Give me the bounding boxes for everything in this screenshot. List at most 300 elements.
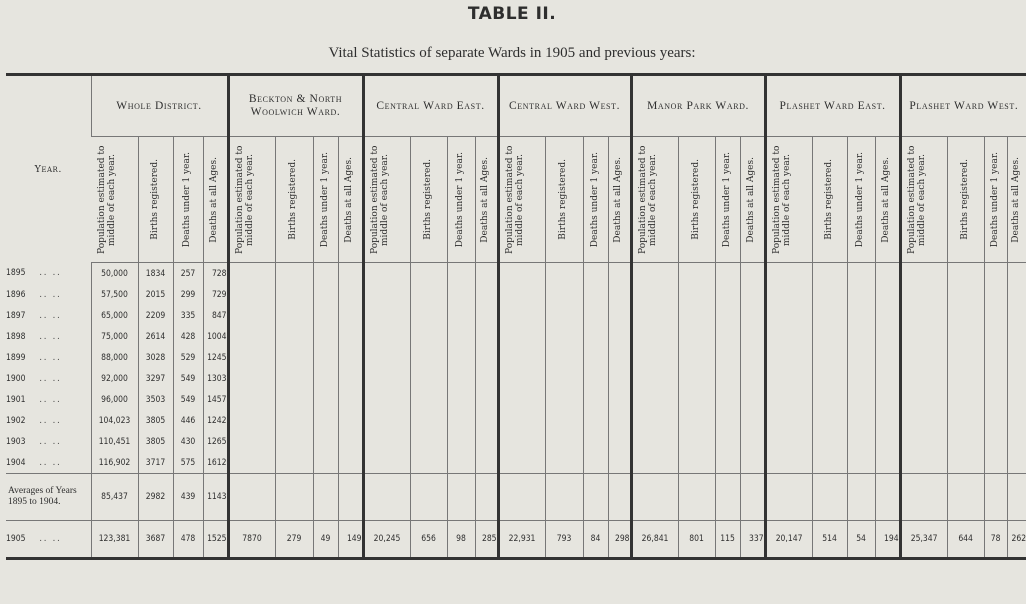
leader-dots: .. .. bbox=[39, 310, 62, 321]
data-cell bbox=[875, 263, 900, 285]
data-cell bbox=[740, 410, 765, 431]
column-subheader-label: Population estimated to middle of each year. bbox=[235, 145, 256, 254]
column-subheader bbox=[875, 137, 900, 263]
data-cell bbox=[583, 284, 608, 305]
table-row bbox=[6, 326, 1026, 347]
data-cell bbox=[608, 452, 631, 474]
data-cell bbox=[900, 474, 947, 521]
data-cell bbox=[678, 410, 715, 431]
data-cell bbox=[847, 474, 875, 521]
leader-dots: .. .. bbox=[39, 373, 62, 384]
data-cell bbox=[583, 431, 608, 452]
data-cell bbox=[475, 431, 498, 452]
data-cell: 65,000 bbox=[91, 305, 138, 326]
year-cell bbox=[6, 368, 91, 389]
data-cell bbox=[984, 474, 1007, 521]
data-cell bbox=[447, 368, 475, 389]
data-cell bbox=[583, 326, 608, 347]
data-cell bbox=[275, 368, 313, 389]
leader-dots: .. .. bbox=[39, 352, 62, 363]
data-cell bbox=[812, 452, 847, 474]
column-subheader bbox=[765, 137, 812, 263]
data-cell bbox=[875, 305, 900, 326]
column-subheader-label: Births registered. bbox=[959, 159, 970, 240]
data-cell: 644 bbox=[947, 521, 984, 559]
data-cell bbox=[363, 389, 410, 410]
data-cell bbox=[498, 389, 545, 410]
column-subheader-label: Population estimated to middle of each year. bbox=[907, 145, 928, 254]
data-cell bbox=[608, 284, 631, 305]
data-cell: 729 bbox=[203, 284, 228, 305]
data-cell: 123,381 bbox=[91, 521, 138, 559]
data-cell bbox=[545, 284, 583, 305]
data-cell: 847 bbox=[203, 305, 228, 326]
data-cell bbox=[631, 431, 678, 452]
data-cell bbox=[583, 389, 608, 410]
column-subheader-label: Deaths at all Ages. bbox=[881, 156, 892, 243]
data-cell bbox=[545, 474, 583, 521]
data-cell: 1242 bbox=[203, 410, 228, 431]
data-cell bbox=[678, 284, 715, 305]
data-cell bbox=[363, 284, 410, 305]
ward-header: Plashet Ward West. bbox=[900, 75, 1026, 137]
data-cell bbox=[608, 305, 631, 326]
data-cell bbox=[1007, 347, 1026, 368]
year-cell bbox=[6, 326, 91, 347]
data-cell bbox=[715, 389, 740, 410]
data-cell bbox=[363, 305, 410, 326]
data-cell bbox=[447, 410, 475, 431]
data-cell bbox=[313, 305, 338, 326]
column-subheader bbox=[338, 137, 363, 263]
data-cell bbox=[875, 410, 900, 431]
data-cell bbox=[715, 347, 740, 368]
data-cell bbox=[498, 452, 545, 474]
data-cell bbox=[583, 474, 608, 521]
data-cell bbox=[812, 389, 847, 410]
column-subheader-label: Births registered. bbox=[422, 159, 433, 240]
data-cell bbox=[313, 326, 338, 347]
data-cell bbox=[447, 347, 475, 368]
data-cell bbox=[900, 326, 947, 347]
data-cell bbox=[875, 389, 900, 410]
data-cell bbox=[447, 452, 475, 474]
data-cell bbox=[1007, 326, 1026, 347]
data-cell bbox=[947, 347, 984, 368]
data-cell: 262 bbox=[1007, 521, 1026, 559]
data-cell bbox=[228, 410, 275, 431]
data-cell bbox=[765, 368, 812, 389]
data-cell bbox=[498, 347, 545, 368]
column-subheader-label: Births registered. bbox=[149, 159, 160, 240]
year-label: 1898 bbox=[6, 331, 26, 342]
leader-dots: .. .. bbox=[39, 331, 62, 342]
data-cell bbox=[847, 389, 875, 410]
data-cell bbox=[410, 326, 447, 347]
column-subheader bbox=[203, 137, 228, 263]
data-cell bbox=[275, 452, 313, 474]
data-cell bbox=[275, 284, 313, 305]
data-cell bbox=[338, 284, 363, 305]
data-cell bbox=[275, 305, 313, 326]
data-cell bbox=[740, 347, 765, 368]
data-cell bbox=[847, 368, 875, 389]
data-cell bbox=[715, 452, 740, 474]
data-cell: 801 bbox=[678, 521, 715, 559]
data-cell bbox=[875, 284, 900, 305]
data-cell bbox=[338, 410, 363, 431]
data-cell bbox=[410, 305, 447, 326]
data-cell bbox=[715, 431, 740, 452]
data-cell bbox=[583, 410, 608, 431]
data-cell bbox=[498, 305, 545, 326]
data-cell bbox=[313, 474, 338, 521]
data-cell bbox=[410, 410, 447, 431]
data-cell bbox=[228, 326, 275, 347]
data-cell: 25,347 bbox=[900, 521, 947, 559]
data-cell bbox=[875, 431, 900, 452]
column-subheader bbox=[228, 137, 275, 263]
data-cell bbox=[678, 389, 715, 410]
year-label: 1901 bbox=[6, 394, 26, 405]
data-cell: 514 bbox=[812, 521, 847, 559]
data-cell bbox=[475, 452, 498, 474]
data-cell bbox=[275, 410, 313, 431]
data-cell bbox=[765, 389, 812, 410]
data-cell bbox=[608, 431, 631, 452]
data-cell: 3503 bbox=[138, 389, 173, 410]
data-cell bbox=[715, 305, 740, 326]
data-cell: 96,000 bbox=[91, 389, 138, 410]
data-cell bbox=[847, 347, 875, 368]
data-cell: 285 bbox=[475, 521, 498, 559]
data-cell bbox=[875, 326, 900, 347]
data-cell: 49 bbox=[313, 521, 338, 559]
data-cell: 88,000 bbox=[91, 347, 138, 368]
year-cell bbox=[6, 305, 91, 326]
data-cell bbox=[740, 284, 765, 305]
data-cell bbox=[275, 474, 313, 521]
year-column-header: Year. bbox=[34, 163, 62, 175]
data-cell bbox=[447, 389, 475, 410]
column-subheader bbox=[138, 137, 173, 263]
data-cell bbox=[498, 368, 545, 389]
column-subheader bbox=[498, 137, 545, 263]
column-subheader-label: Population estimated to middle of each year. bbox=[638, 145, 659, 254]
data-cell bbox=[900, 305, 947, 326]
averages-label: Averages of Years 1895 to 1904. bbox=[6, 474, 91, 521]
column-subheader-label: Births registered. bbox=[823, 159, 834, 240]
leader-dots: .. .. bbox=[39, 394, 62, 405]
data-cell: 529 bbox=[173, 347, 203, 368]
data-cell bbox=[1007, 431, 1026, 452]
column-subheader-label: Population estimated to middle of each year. bbox=[772, 145, 793, 254]
data-cell bbox=[765, 474, 812, 521]
year-label: 1899 bbox=[6, 352, 26, 363]
table-title: TABLE II. bbox=[467, 4, 557, 24]
column-subheader-label: Deaths at all Ages. bbox=[480, 156, 491, 243]
data-cell bbox=[875, 368, 900, 389]
data-cell bbox=[475, 284, 498, 305]
data-cell bbox=[631, 389, 678, 410]
data-cell bbox=[947, 410, 984, 431]
column-subheader bbox=[173, 137, 203, 263]
year-cell bbox=[6, 347, 91, 368]
data-cell bbox=[740, 452, 765, 474]
data-cell bbox=[678, 452, 715, 474]
data-cell bbox=[740, 474, 765, 521]
data-cell: 3805 bbox=[138, 410, 173, 431]
data-cell bbox=[410, 347, 447, 368]
data-cell bbox=[338, 431, 363, 452]
data-cell bbox=[313, 389, 338, 410]
data-cell bbox=[475, 368, 498, 389]
data-cell bbox=[765, 305, 812, 326]
column-subheader-label: Births registered. bbox=[690, 159, 701, 240]
year-label: 1902 bbox=[6, 415, 26, 426]
data-cell bbox=[984, 410, 1007, 431]
ward-header: Plashet Ward East. bbox=[765, 75, 900, 137]
ward-header: Central Ward East. bbox=[363, 75, 498, 137]
data-cell bbox=[363, 347, 410, 368]
data-cell bbox=[900, 284, 947, 305]
column-subheader bbox=[410, 137, 447, 263]
data-cell bbox=[765, 284, 812, 305]
data-cell bbox=[631, 474, 678, 521]
data-cell bbox=[545, 305, 583, 326]
column-subheader bbox=[740, 137, 765, 263]
data-cell bbox=[338, 347, 363, 368]
year-label: 1897 bbox=[6, 310, 26, 321]
data-cell bbox=[765, 326, 812, 347]
data-cell: 1245 bbox=[203, 347, 228, 368]
ward-header: Manor Park Ward. bbox=[631, 75, 765, 137]
data-cell: 549 bbox=[173, 368, 203, 389]
data-cell bbox=[678, 431, 715, 452]
data-cell bbox=[608, 263, 631, 285]
data-cell bbox=[228, 263, 275, 285]
data-cell bbox=[984, 284, 1007, 305]
data-cell bbox=[447, 474, 475, 521]
data-cell: 1834 bbox=[138, 263, 173, 285]
column-subheader bbox=[475, 137, 498, 263]
data-cell bbox=[812, 305, 847, 326]
data-cell bbox=[812, 431, 847, 452]
data-cell bbox=[583, 452, 608, 474]
data-cell: 7870 bbox=[228, 521, 275, 559]
data-cell bbox=[947, 284, 984, 305]
data-cell bbox=[900, 431, 947, 452]
data-cell bbox=[765, 347, 812, 368]
data-cell bbox=[545, 410, 583, 431]
ward-header: Whole District. bbox=[91, 75, 228, 137]
data-cell bbox=[338, 326, 363, 347]
leader-dots: .. .. bbox=[39, 415, 62, 426]
data-cell bbox=[947, 263, 984, 285]
year-label: 1904 bbox=[6, 457, 26, 468]
data-cell bbox=[740, 305, 765, 326]
data-cell bbox=[847, 305, 875, 326]
data-cell bbox=[847, 284, 875, 305]
data-cell bbox=[498, 410, 545, 431]
leader-dots: .. .. bbox=[39, 534, 62, 544]
column-subheader-label: Deaths at all Ages. bbox=[344, 156, 355, 243]
data-cell bbox=[410, 284, 447, 305]
data-cell bbox=[947, 368, 984, 389]
data-cell: 20,245 bbox=[363, 521, 410, 559]
data-cell bbox=[313, 452, 338, 474]
data-cell bbox=[313, 347, 338, 368]
data-cell: 478 bbox=[173, 521, 203, 559]
data-cell bbox=[947, 452, 984, 474]
data-cell bbox=[847, 452, 875, 474]
data-cell: 446 bbox=[173, 410, 203, 431]
data-cell bbox=[765, 431, 812, 452]
column-subheader-label: Deaths under 1 year. bbox=[855, 151, 866, 248]
data-cell: 20,147 bbox=[765, 521, 812, 559]
data-cell bbox=[410, 263, 447, 285]
data-cell bbox=[545, 347, 583, 368]
leader-dots: .. .. bbox=[39, 436, 62, 447]
data-cell bbox=[228, 389, 275, 410]
column-subheader-label: Deaths under 1 year. bbox=[455, 151, 466, 248]
data-cell bbox=[900, 263, 947, 285]
data-cell bbox=[410, 389, 447, 410]
data-cell bbox=[545, 452, 583, 474]
data-cell bbox=[498, 263, 545, 285]
year-cell bbox=[6, 389, 91, 410]
table-row bbox=[6, 305, 1026, 326]
table-row bbox=[6, 368, 1026, 389]
column-subheader-label: Births registered. bbox=[558, 159, 569, 240]
column-subheader-label: Population estimated to middle of each year. bbox=[97, 145, 118, 254]
data-cell bbox=[740, 263, 765, 285]
data-cell bbox=[984, 368, 1007, 389]
data-cell: 299 bbox=[173, 284, 203, 305]
data-cell: 1612 bbox=[203, 452, 228, 474]
data-cell: 84 bbox=[583, 521, 608, 559]
data-cell: 57,500 bbox=[91, 284, 138, 305]
year-cell bbox=[6, 431, 91, 452]
data-cell bbox=[812, 284, 847, 305]
data-cell bbox=[631, 326, 678, 347]
year-label: 1896 bbox=[6, 289, 26, 300]
data-cell: 149 bbox=[338, 521, 363, 559]
data-cell bbox=[812, 368, 847, 389]
table-row bbox=[6, 410, 1026, 431]
data-cell bbox=[631, 263, 678, 285]
data-cell bbox=[338, 452, 363, 474]
data-cell bbox=[715, 326, 740, 347]
data-cell bbox=[984, 347, 1007, 368]
data-cell: 1457 bbox=[203, 389, 228, 410]
data-cell: 439 bbox=[173, 474, 203, 521]
year-label: 1900 bbox=[6, 373, 26, 384]
data-cell bbox=[338, 263, 363, 285]
data-cell: 1525 bbox=[203, 521, 228, 559]
data-cell bbox=[678, 326, 715, 347]
data-cell bbox=[338, 474, 363, 521]
data-cell bbox=[228, 305, 275, 326]
data-cell bbox=[545, 368, 583, 389]
data-cell: 656 bbox=[410, 521, 447, 559]
data-cell: 3028 bbox=[138, 347, 173, 368]
data-cell bbox=[715, 474, 740, 521]
column-subheader bbox=[313, 137, 338, 263]
data-cell: 115 bbox=[715, 521, 740, 559]
data-cell bbox=[475, 305, 498, 326]
data-cell bbox=[475, 389, 498, 410]
table-subtitle: Vital Statistics of separate Wards in 1905 and previous years: bbox=[328, 45, 696, 61]
data-cell bbox=[984, 452, 1007, 474]
data-cell bbox=[275, 389, 313, 410]
data-cell bbox=[363, 452, 410, 474]
year-cell bbox=[6, 263, 91, 285]
data-cell: 110,451 bbox=[91, 431, 138, 452]
data-cell bbox=[765, 263, 812, 285]
column-subheader bbox=[631, 137, 678, 263]
data-cell: 549 bbox=[173, 389, 203, 410]
data-cell bbox=[1007, 474, 1026, 521]
data-cell bbox=[583, 347, 608, 368]
data-cell: 1143 bbox=[203, 474, 228, 521]
data-cell bbox=[678, 474, 715, 521]
data-cell bbox=[847, 263, 875, 285]
leader-dots: .. .. bbox=[39, 457, 62, 468]
year-cell bbox=[6, 284, 91, 305]
data-cell bbox=[447, 305, 475, 326]
leader-dots: .. .. bbox=[39, 289, 62, 300]
column-subheader-label: Deaths at all Ages. bbox=[1010, 156, 1021, 243]
table-row bbox=[6, 284, 1026, 305]
column-subheader bbox=[275, 137, 313, 263]
column-subheader-label: Deaths at all Ages. bbox=[209, 156, 220, 243]
column-subheader bbox=[363, 137, 410, 263]
data-cell bbox=[338, 305, 363, 326]
data-cell bbox=[498, 431, 545, 452]
data-cell: 428 bbox=[173, 326, 203, 347]
data-cell bbox=[228, 368, 275, 389]
data-cell: 1265 bbox=[203, 431, 228, 452]
data-cell: 3805 bbox=[138, 431, 173, 452]
data-cell bbox=[900, 452, 947, 474]
data-cell bbox=[631, 305, 678, 326]
year-1905-row bbox=[6, 521, 1026, 559]
data-cell bbox=[765, 410, 812, 431]
data-cell bbox=[313, 410, 338, 431]
data-cell bbox=[228, 452, 275, 474]
data-cell bbox=[631, 410, 678, 431]
data-cell bbox=[363, 326, 410, 347]
column-subheader bbox=[812, 137, 847, 263]
data-cell bbox=[1007, 389, 1026, 410]
year-label: 1905 bbox=[6, 534, 26, 544]
data-cell: 3717 bbox=[138, 452, 173, 474]
data-cell bbox=[498, 284, 545, 305]
data-cell bbox=[678, 263, 715, 285]
data-cell bbox=[447, 263, 475, 285]
data-cell bbox=[900, 410, 947, 431]
column-subheader-label: Deaths at all Ages. bbox=[746, 156, 757, 243]
data-cell bbox=[545, 431, 583, 452]
data-cell bbox=[740, 389, 765, 410]
data-cell: 298 bbox=[608, 521, 631, 559]
column-subheader-label: Deaths at all Ages. bbox=[613, 156, 624, 243]
data-cell bbox=[900, 347, 947, 368]
data-cell bbox=[875, 452, 900, 474]
year-label: 1895 bbox=[6, 268, 26, 279]
column-subheader bbox=[947, 137, 984, 263]
